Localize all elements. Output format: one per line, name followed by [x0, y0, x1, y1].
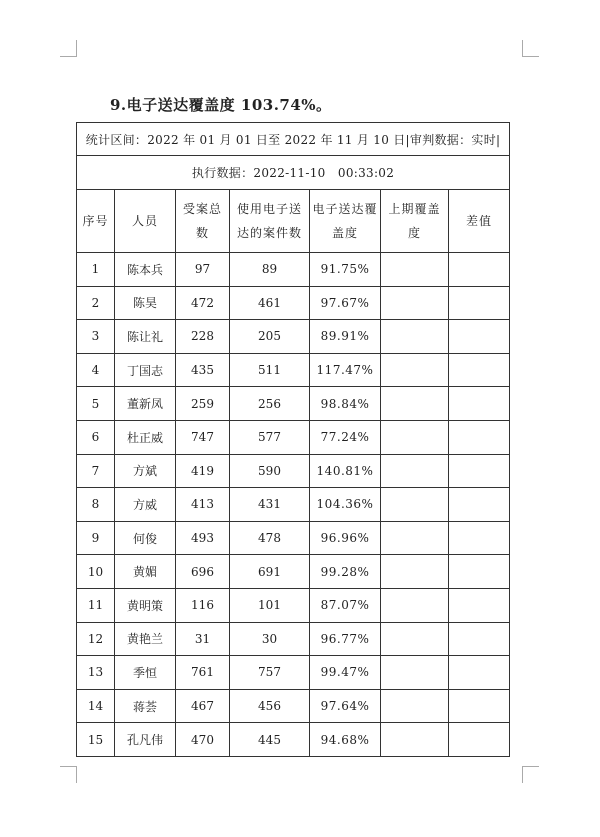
cell-used-cases: 478	[230, 521, 310, 555]
table-row	[77, 454, 510, 488]
cell-person: 方威	[115, 488, 176, 522]
cell-total-cases: 467	[176, 689, 230, 723]
table-row	[77, 353, 510, 387]
cell-total-cases: 419	[176, 454, 230, 488]
cell-coverage: 96.77%	[310, 622, 381, 656]
cell-seq: 4	[77, 353, 115, 387]
cell-person: 黄媚	[115, 555, 176, 589]
cell-used-cases: 461	[230, 286, 310, 320]
cell-person: 季恒	[115, 656, 176, 690]
cell-diff	[449, 622, 510, 656]
cell-used-cases: 30	[230, 622, 310, 656]
cell-seq: 1	[77, 253, 115, 287]
exec-data-cell: 执行数据：2022-11-10 00:33:02	[77, 156, 510, 190]
cell-coverage: 89.91%	[310, 320, 381, 354]
cell-diff	[449, 353, 510, 387]
cell-used-cases: 577	[230, 420, 310, 454]
cell-person: 何俊	[115, 521, 176, 555]
cell-diff	[449, 689, 510, 723]
cell-coverage: 104.36%	[310, 488, 381, 522]
cell-diff	[449, 387, 510, 421]
cell-diff	[449, 454, 510, 488]
cell-coverage: 87.07%	[310, 588, 381, 622]
section-heading: 9.电子送达覆盖度 103.74%。	[110, 96, 332, 114]
table-row	[77, 656, 510, 690]
cell-coverage: 140.81%	[310, 454, 381, 488]
table-row	[77, 555, 510, 589]
cell-person: 孔凡伟	[115, 723, 176, 757]
cell-total-cases: 747	[176, 420, 230, 454]
cell-diff	[449, 555, 510, 589]
cell-person: 杜正威	[115, 420, 176, 454]
cell-diff	[449, 656, 510, 690]
header-seq: 序号	[77, 190, 115, 253]
cell-last-coverage	[381, 286, 449, 320]
cell-seq: 7	[77, 454, 115, 488]
cell-total-cases: 435	[176, 353, 230, 387]
cell-last-coverage	[381, 454, 449, 488]
cell-coverage: 91.75%	[310, 253, 381, 287]
table-row	[77, 320, 510, 354]
table-row	[77, 723, 510, 757]
table-row	[77, 387, 510, 421]
cell-used-cases: 256	[230, 387, 310, 421]
stat-range-row	[77, 123, 510, 156]
cell-seq: 10	[77, 555, 115, 589]
cell-diff	[449, 588, 510, 622]
page-corner-mark-top-left	[60, 40, 77, 57]
table-row	[77, 588, 510, 622]
table-row	[77, 689, 510, 723]
cell-diff	[449, 320, 510, 354]
cell-seq: 11	[77, 588, 115, 622]
cell-seq: 13	[77, 656, 115, 690]
table-row	[77, 286, 510, 320]
table-header-row	[77, 190, 510, 253]
table-row	[77, 521, 510, 555]
cell-seq: 12	[77, 622, 115, 656]
table-row	[77, 420, 510, 454]
header-used-cases: 使用电子送 达的案件数	[230, 190, 310, 253]
page-corner-mark-top-right	[522, 40, 539, 57]
cell-used-cases: 445	[230, 723, 310, 757]
cell-last-coverage	[381, 420, 449, 454]
cell-last-coverage	[381, 488, 449, 522]
cell-person: 黄艳兰	[115, 622, 176, 656]
cell-seq: 5	[77, 387, 115, 421]
page-corner-mark-bottom-right	[522, 766, 539, 783]
table-row	[77, 488, 510, 522]
cell-seq: 8	[77, 488, 115, 522]
cell-coverage: 97.67%	[310, 286, 381, 320]
header-total-cases: 受案总 数	[176, 190, 230, 253]
cell-coverage: 117.47%	[310, 353, 381, 387]
cell-last-coverage	[381, 353, 449, 387]
cell-total-cases: 116	[176, 588, 230, 622]
cell-person: 陈本兵	[115, 253, 176, 287]
cell-seq: 6	[77, 420, 115, 454]
cell-total-cases: 259	[176, 387, 230, 421]
cell-total-cases: 761	[176, 656, 230, 690]
cell-person: 黄明策	[115, 588, 176, 622]
table-row	[77, 622, 510, 656]
cell-coverage: 77.24%	[310, 420, 381, 454]
cell-person: 丁国志	[115, 353, 176, 387]
cell-diff	[449, 286, 510, 320]
cell-person: 陈昊	[115, 286, 176, 320]
cell-last-coverage	[381, 253, 449, 287]
cell-used-cases: 590	[230, 454, 310, 488]
cell-last-coverage	[381, 521, 449, 555]
cell-coverage: 97.64%	[310, 689, 381, 723]
cell-used-cases: 431	[230, 488, 310, 522]
cell-seq: 14	[77, 689, 115, 723]
cell-total-cases: 493	[176, 521, 230, 555]
cell-total-cases: 470	[176, 723, 230, 757]
cell-coverage: 99.28%	[310, 555, 381, 589]
cell-diff	[449, 488, 510, 522]
cell-coverage: 98.84%	[310, 387, 381, 421]
cell-last-coverage	[381, 555, 449, 589]
cell-total-cases: 31	[176, 622, 230, 656]
cell-last-coverage	[381, 622, 449, 656]
header-person: 人员	[115, 190, 176, 253]
cell-seq: 9	[77, 521, 115, 555]
cell-diff	[449, 253, 510, 287]
cell-used-cases: 101	[230, 588, 310, 622]
cell-used-cases: 691	[230, 555, 310, 589]
cell-person: 蒋荟	[115, 689, 176, 723]
cell-last-coverage	[381, 656, 449, 690]
stat-range-cell: 统计区间：2022 年 01 月 01 日至 2022 年 11 月 10 日|审判数据：实时|	[77, 123, 510, 156]
cell-last-coverage	[381, 689, 449, 723]
header-last-coverage: 上期覆盖 度	[381, 190, 449, 253]
cell-person: 方斌	[115, 454, 176, 488]
exec-data-row	[77, 156, 510, 190]
cell-diff	[449, 521, 510, 555]
cell-person: 陈让礼	[115, 320, 176, 354]
coverage-table	[76, 122, 510, 757]
cell-seq: 2	[77, 286, 115, 320]
cell-diff	[449, 723, 510, 757]
table-row	[77, 253, 510, 287]
cell-total-cases: 696	[176, 555, 230, 589]
cell-coverage: 96.96%	[310, 521, 381, 555]
cell-used-cases: 511	[230, 353, 310, 387]
cell-used-cases: 456	[230, 689, 310, 723]
header-diff: 差值	[449, 190, 510, 253]
header-coverage: 电子送达覆 盖度	[310, 190, 381, 253]
cell-total-cases: 228	[176, 320, 230, 354]
cell-total-cases: 413	[176, 488, 230, 522]
cell-diff	[449, 420, 510, 454]
cell-total-cases: 472	[176, 286, 230, 320]
cell-last-coverage	[381, 588, 449, 622]
cell-used-cases: 89	[230, 253, 310, 287]
cell-used-cases: 757	[230, 656, 310, 690]
cell-total-cases: 97	[176, 253, 230, 287]
cell-seq: 3	[77, 320, 115, 354]
cell-used-cases: 205	[230, 320, 310, 354]
cell-coverage: 94.68%	[310, 723, 381, 757]
cell-last-coverage	[381, 723, 449, 757]
cell-coverage: 99.47%	[310, 656, 381, 690]
cell-person: 董新凤	[115, 387, 176, 421]
cell-seq: 15	[77, 723, 115, 757]
cell-last-coverage	[381, 320, 449, 354]
page-corner-mark-bottom-left	[60, 766, 77, 783]
cell-last-coverage	[381, 387, 449, 421]
